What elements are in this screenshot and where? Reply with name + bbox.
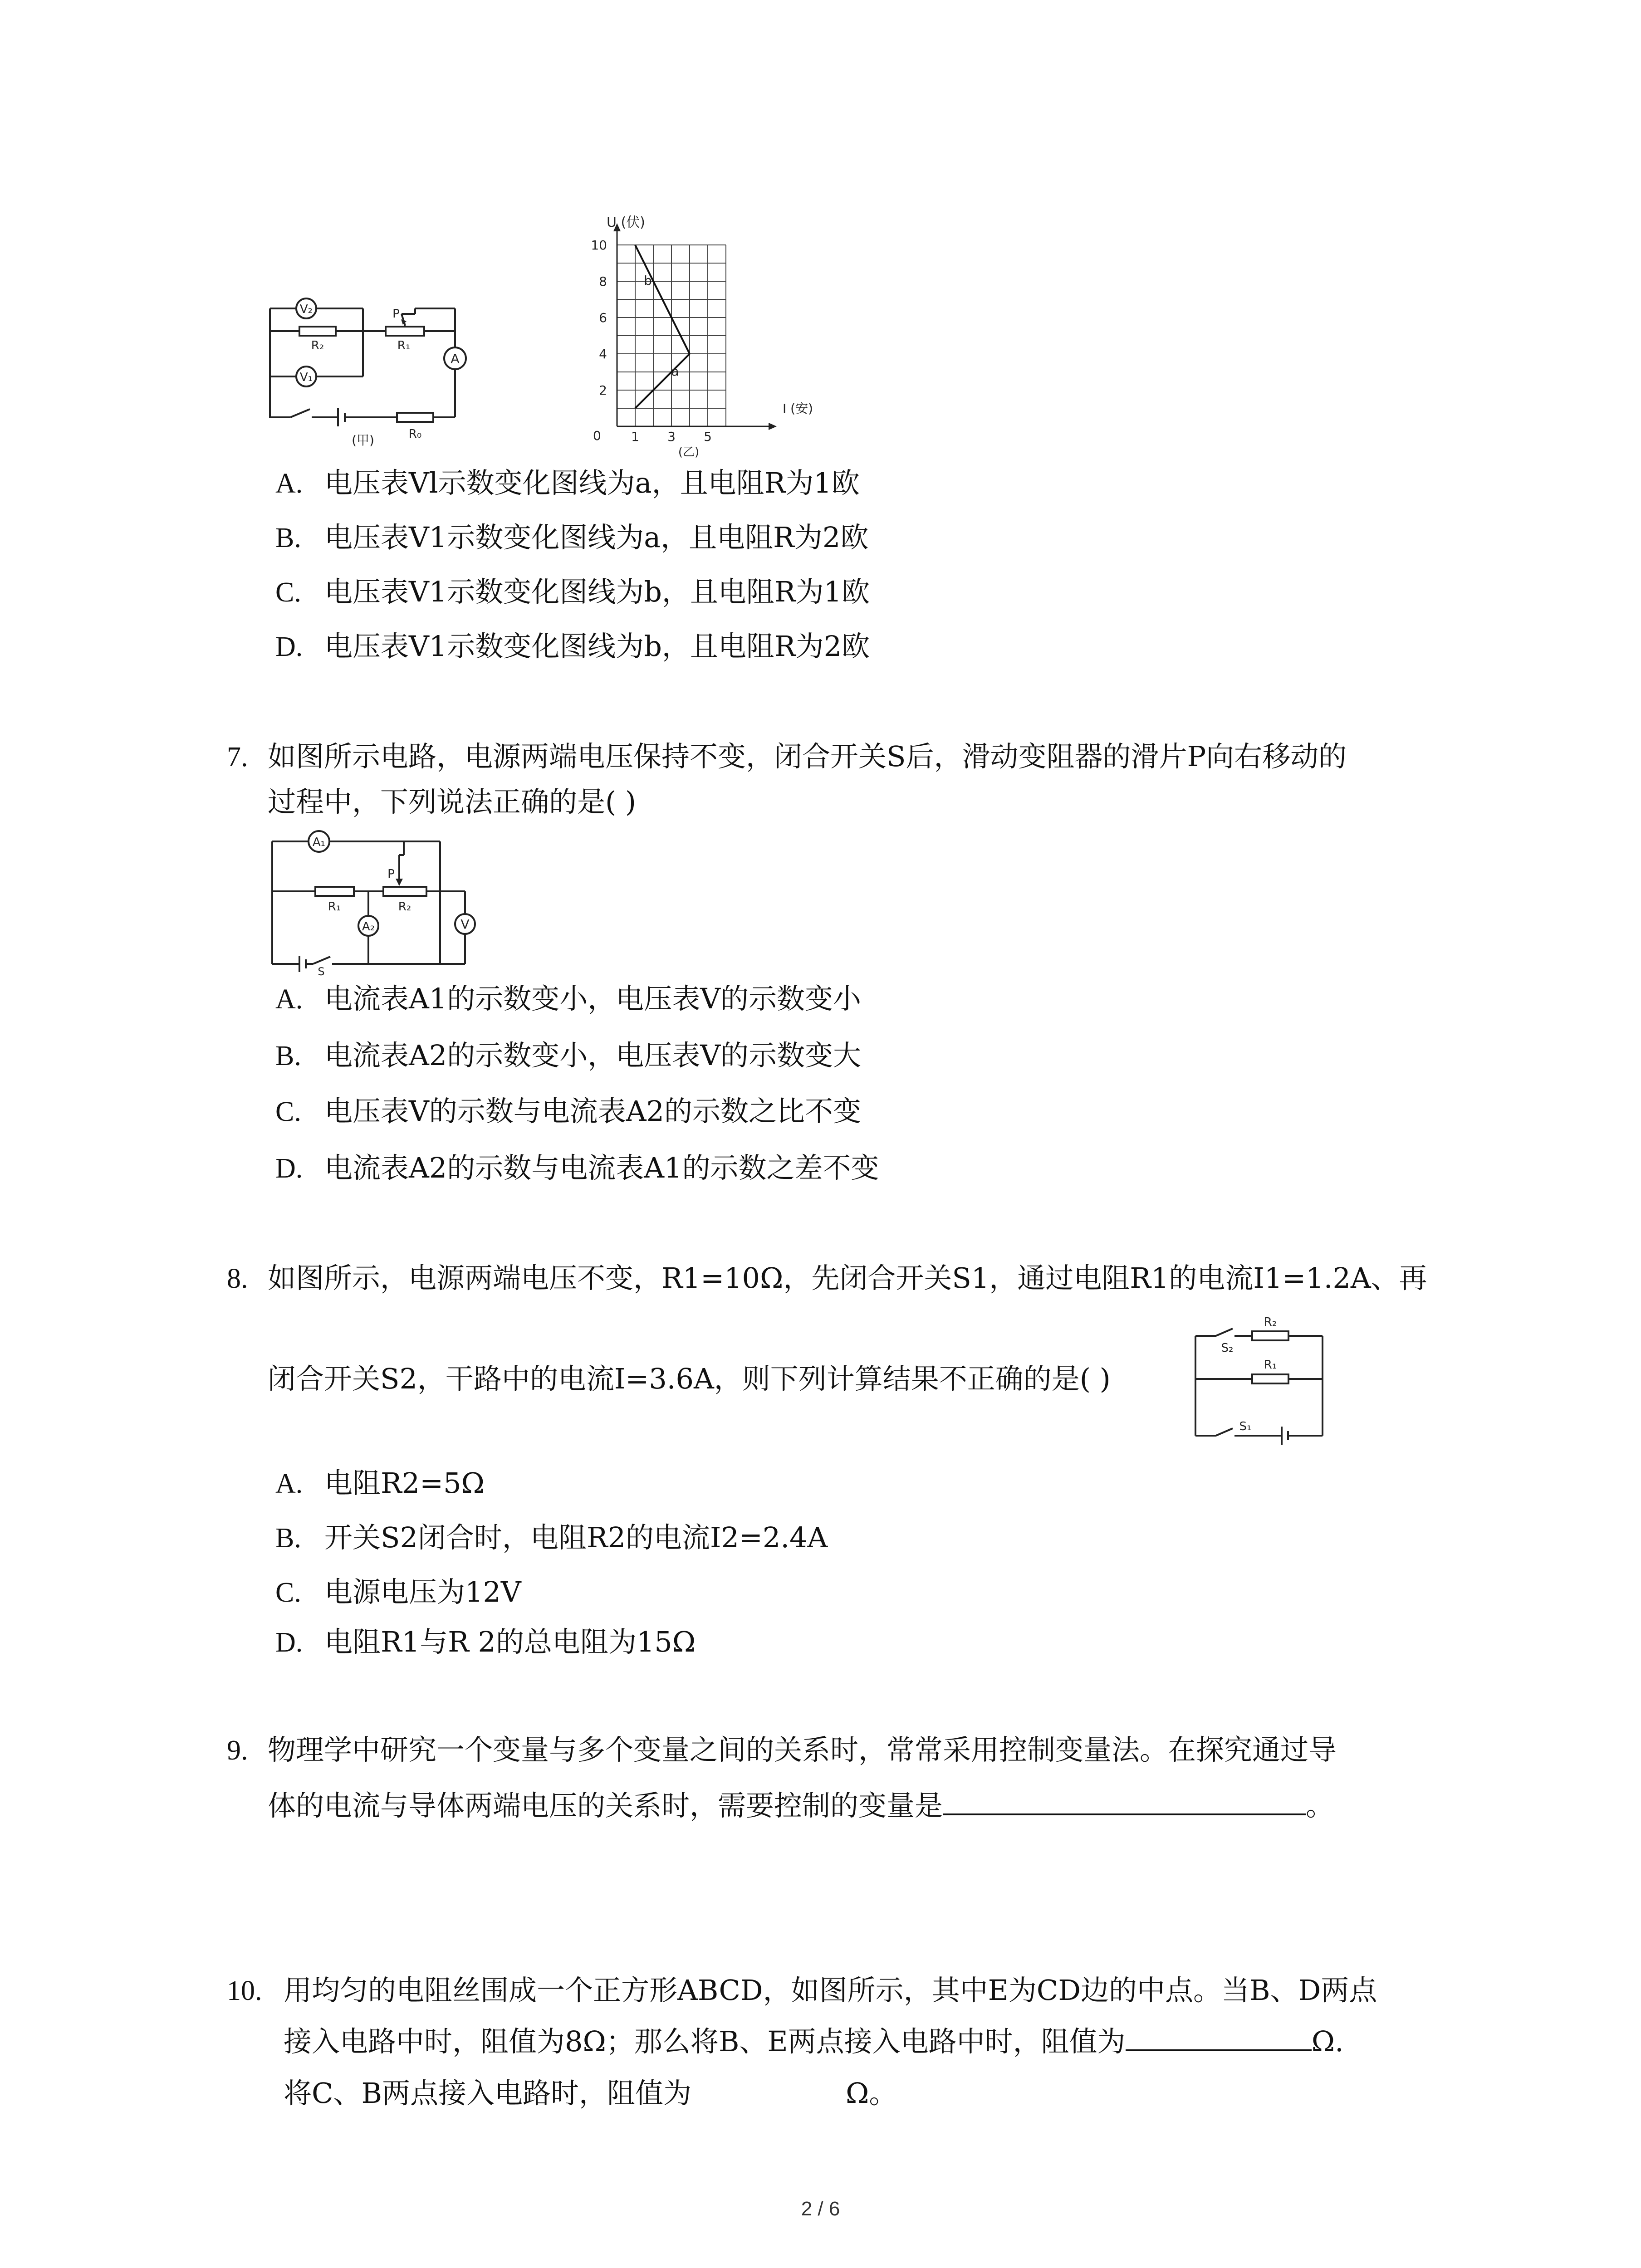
q7-circuit-diagram [268, 828, 476, 978]
option-text: 电阻R2=5Ω [324, 1466, 485, 1500]
option-text: 电压表V1示数变化图线为b，且电阻R为1欧 [324, 575, 870, 608]
option-letter: A. [275, 984, 303, 1015]
q7-option-c[interactable] [275, 1093, 861, 1130]
q9-answer-blank[interactable] [943, 1787, 1306, 1815]
r1-label: R₁ [328, 900, 341, 914]
q9-number: 9. [227, 1735, 248, 1766]
q9-stem-line1 [227, 1732, 1337, 1769]
option-text: 电阻R1与R 2的总电阻为15Ω [324, 1625, 696, 1658]
q10-stem-text: 用均匀的电阻丝围成一个正方形ABCD，如图所示，其中E为CD边的中点。当B、D两点 [284, 1974, 1377, 2007]
q7-number: 7. [227, 742, 248, 772]
option-letter: D. [275, 631, 303, 662]
r2-label: R₂ [398, 900, 411, 914]
option-letter: D. [275, 1627, 303, 1658]
q6-option-c[interactable] [275, 574, 870, 611]
q7-stem-text: 如图所示电路，电源两端电压保持不变，闭合开关S后，滑动变阻器的滑片P向右移动的 [268, 740, 1347, 773]
option-letter: C. [275, 1577, 301, 1608]
v2-meter-label: V₂ [299, 303, 313, 316]
option-letter: A. [275, 1468, 303, 1499]
r1-label: R₁ [397, 339, 411, 352]
q9-line2-end: 。 [1306, 1789, 1334, 1822]
q10-line3-text: 将C、B两点接入电路时，阻值为 [284, 2077, 692, 2110]
option-letter: B. [275, 523, 301, 553]
y-tick-label: 8 [599, 274, 607, 289]
graph-origin-label: 0 [593, 428, 601, 443]
q10-line2-unit: Ω. [1311, 2025, 1344, 2058]
q7-stem-line2: 过程中，下列说法正确的是( ) [268, 785, 637, 818]
q8-option-d[interactable] [275, 1624, 696, 1661]
q8-stem-text: 如图所示，电源两端电压不变，R1=10Ω，先闭合开关S1，通过电阻R1的电流I1=1.2A、再 [268, 1261, 1427, 1295]
q6-graph [583, 209, 819, 463]
v1-meter-label: V₁ [299, 371, 313, 384]
circuit-caption: (甲) [352, 433, 374, 448]
option-text: 电压表V的示数与电流表A2的示数之比不变 [324, 1095, 861, 1128]
x-axis-arrow [769, 423, 777, 430]
q8-option-c[interactable] [275, 1574, 521, 1611]
y-tick-label: 6 [599, 310, 607, 325]
option-text: 电压表V1示数变化图线为a，且电阻R为2欧 [324, 521, 869, 554]
q8-stem-line1 [227, 1260, 1427, 1297]
q7-option-a[interactable] [275, 981, 861, 1017]
slider-p-label: P [387, 867, 395, 881]
graph-axes [613, 223, 777, 430]
slider-p-label: P [392, 307, 400, 321]
q10-answer-blank-1[interactable] [1126, 2023, 1312, 2051]
switch-s1-label: S₁ [1239, 1420, 1252, 1433]
q6-circuit-diagram [265, 281, 479, 454]
option-text: 开关S2闭合时，电阻R2的电流I2=2.4A [324, 1521, 828, 1554]
series-line-a [635, 354, 690, 408]
option-text: 电流表A2的示数与电流表A1的示数之差不变 [324, 1151, 879, 1184]
y-tick-label: 2 [599, 383, 607, 398]
q9-stem-line2 [268, 1787, 1334, 1824]
q9-stem-text: 物理学中研究一个变量与多个变量之间的关系时，常常采用控制变量法。在探究通过导 [268, 1733, 1337, 1766]
q6-option-d[interactable] [275, 628, 870, 665]
q8-stem-line2: 闭合开关S2，干路中的电流I=3.6A，则下列计算结果不正确的是( ) [268, 1362, 1111, 1395]
series-label-b: b [644, 273, 652, 288]
v-meter-label: V [460, 917, 470, 932]
x-tick-label: 1 [631, 429, 639, 444]
q8-number: 8. [227, 1263, 248, 1294]
y-tick-label: 10 [591, 238, 607, 253]
q7-stem-line1 [227, 738, 1347, 775]
x-tick-label: 5 [704, 429, 712, 444]
page-number: 2 / 6 [801, 2198, 840, 2220]
y-tick-label: 4 [599, 347, 607, 362]
graph-lines [635, 245, 690, 408]
graph-ticks [591, 238, 712, 444]
q6-option-a[interactable] [275, 465, 860, 502]
q10-number: 10. [227, 1975, 262, 2006]
option-letter: D. [275, 1153, 303, 1184]
q8-circuit-diagram [1191, 1313, 1327, 1454]
option-text: 电压表Vl示数变化图线为a，且电阻R为1欧 [324, 466, 860, 499]
q10-stem-line1 [227, 1972, 1377, 2009]
q8-option-a[interactable] [275, 1465, 485, 1502]
q10-stem-line3 [284, 2075, 897, 2112]
switch-s2-label: S₂ [1221, 1341, 1234, 1355]
graph-x-axis-label: I (安) [783, 401, 813, 416]
option-text: 电流表A1的示数变小，电压表V的示数变小 [324, 982, 861, 1015]
option-letter: A. [275, 468, 303, 499]
r1-label: R₁ [1264, 1358, 1277, 1372]
q10-line3-unit: Ω。 [846, 2077, 897, 2110]
series-label-a: a [671, 364, 679, 379]
switch-s-label: S [318, 965, 325, 978]
a2-meter-label: A₂ [362, 920, 375, 934]
q8-option-b[interactable] [275, 1520, 828, 1556]
graph-grid [617, 245, 726, 426]
graph-y-axis-label: U (伏) [607, 215, 645, 230]
option-text: 电流表A2的示数变小，电压表V的示数变大 [324, 1039, 861, 1072]
option-letter: C. [275, 1096, 301, 1127]
q6-option-b[interactable] [275, 519, 868, 556]
q10-stem-line2 [284, 2023, 1344, 2060]
graph-caption: (乙) [678, 445, 700, 459]
a1-meter-label: A₁ [312, 836, 326, 849]
option-text: 电源电压为12V [324, 1575, 521, 1608]
x-tick-label: 3 [667, 429, 676, 444]
ammeter-label: A [451, 351, 460, 366]
option-letter: C. [275, 577, 301, 608]
r0-label: R₀ [408, 427, 422, 441]
r2-label: R₂ [311, 339, 324, 352]
q7-option-b[interactable] [275, 1037, 861, 1074]
q9-line2-text: 体的电流与导体两端电压的关系时，需要控制的变量是 [268, 1789, 943, 1822]
option-text: 电压表V1示数变化图线为b，且电阻R为2欧 [324, 630, 870, 663]
r2-label: R₂ [1264, 1315, 1277, 1329]
option-letter: B. [275, 1523, 301, 1554]
option-letter: B. [275, 1041, 301, 1071]
q7-option-d[interactable] [275, 1150, 879, 1187]
q10-line2-text: 接入电路中时，阻值为8Ω；那么将B、E两点接入电路中时，阻值为 [284, 2025, 1126, 2058]
